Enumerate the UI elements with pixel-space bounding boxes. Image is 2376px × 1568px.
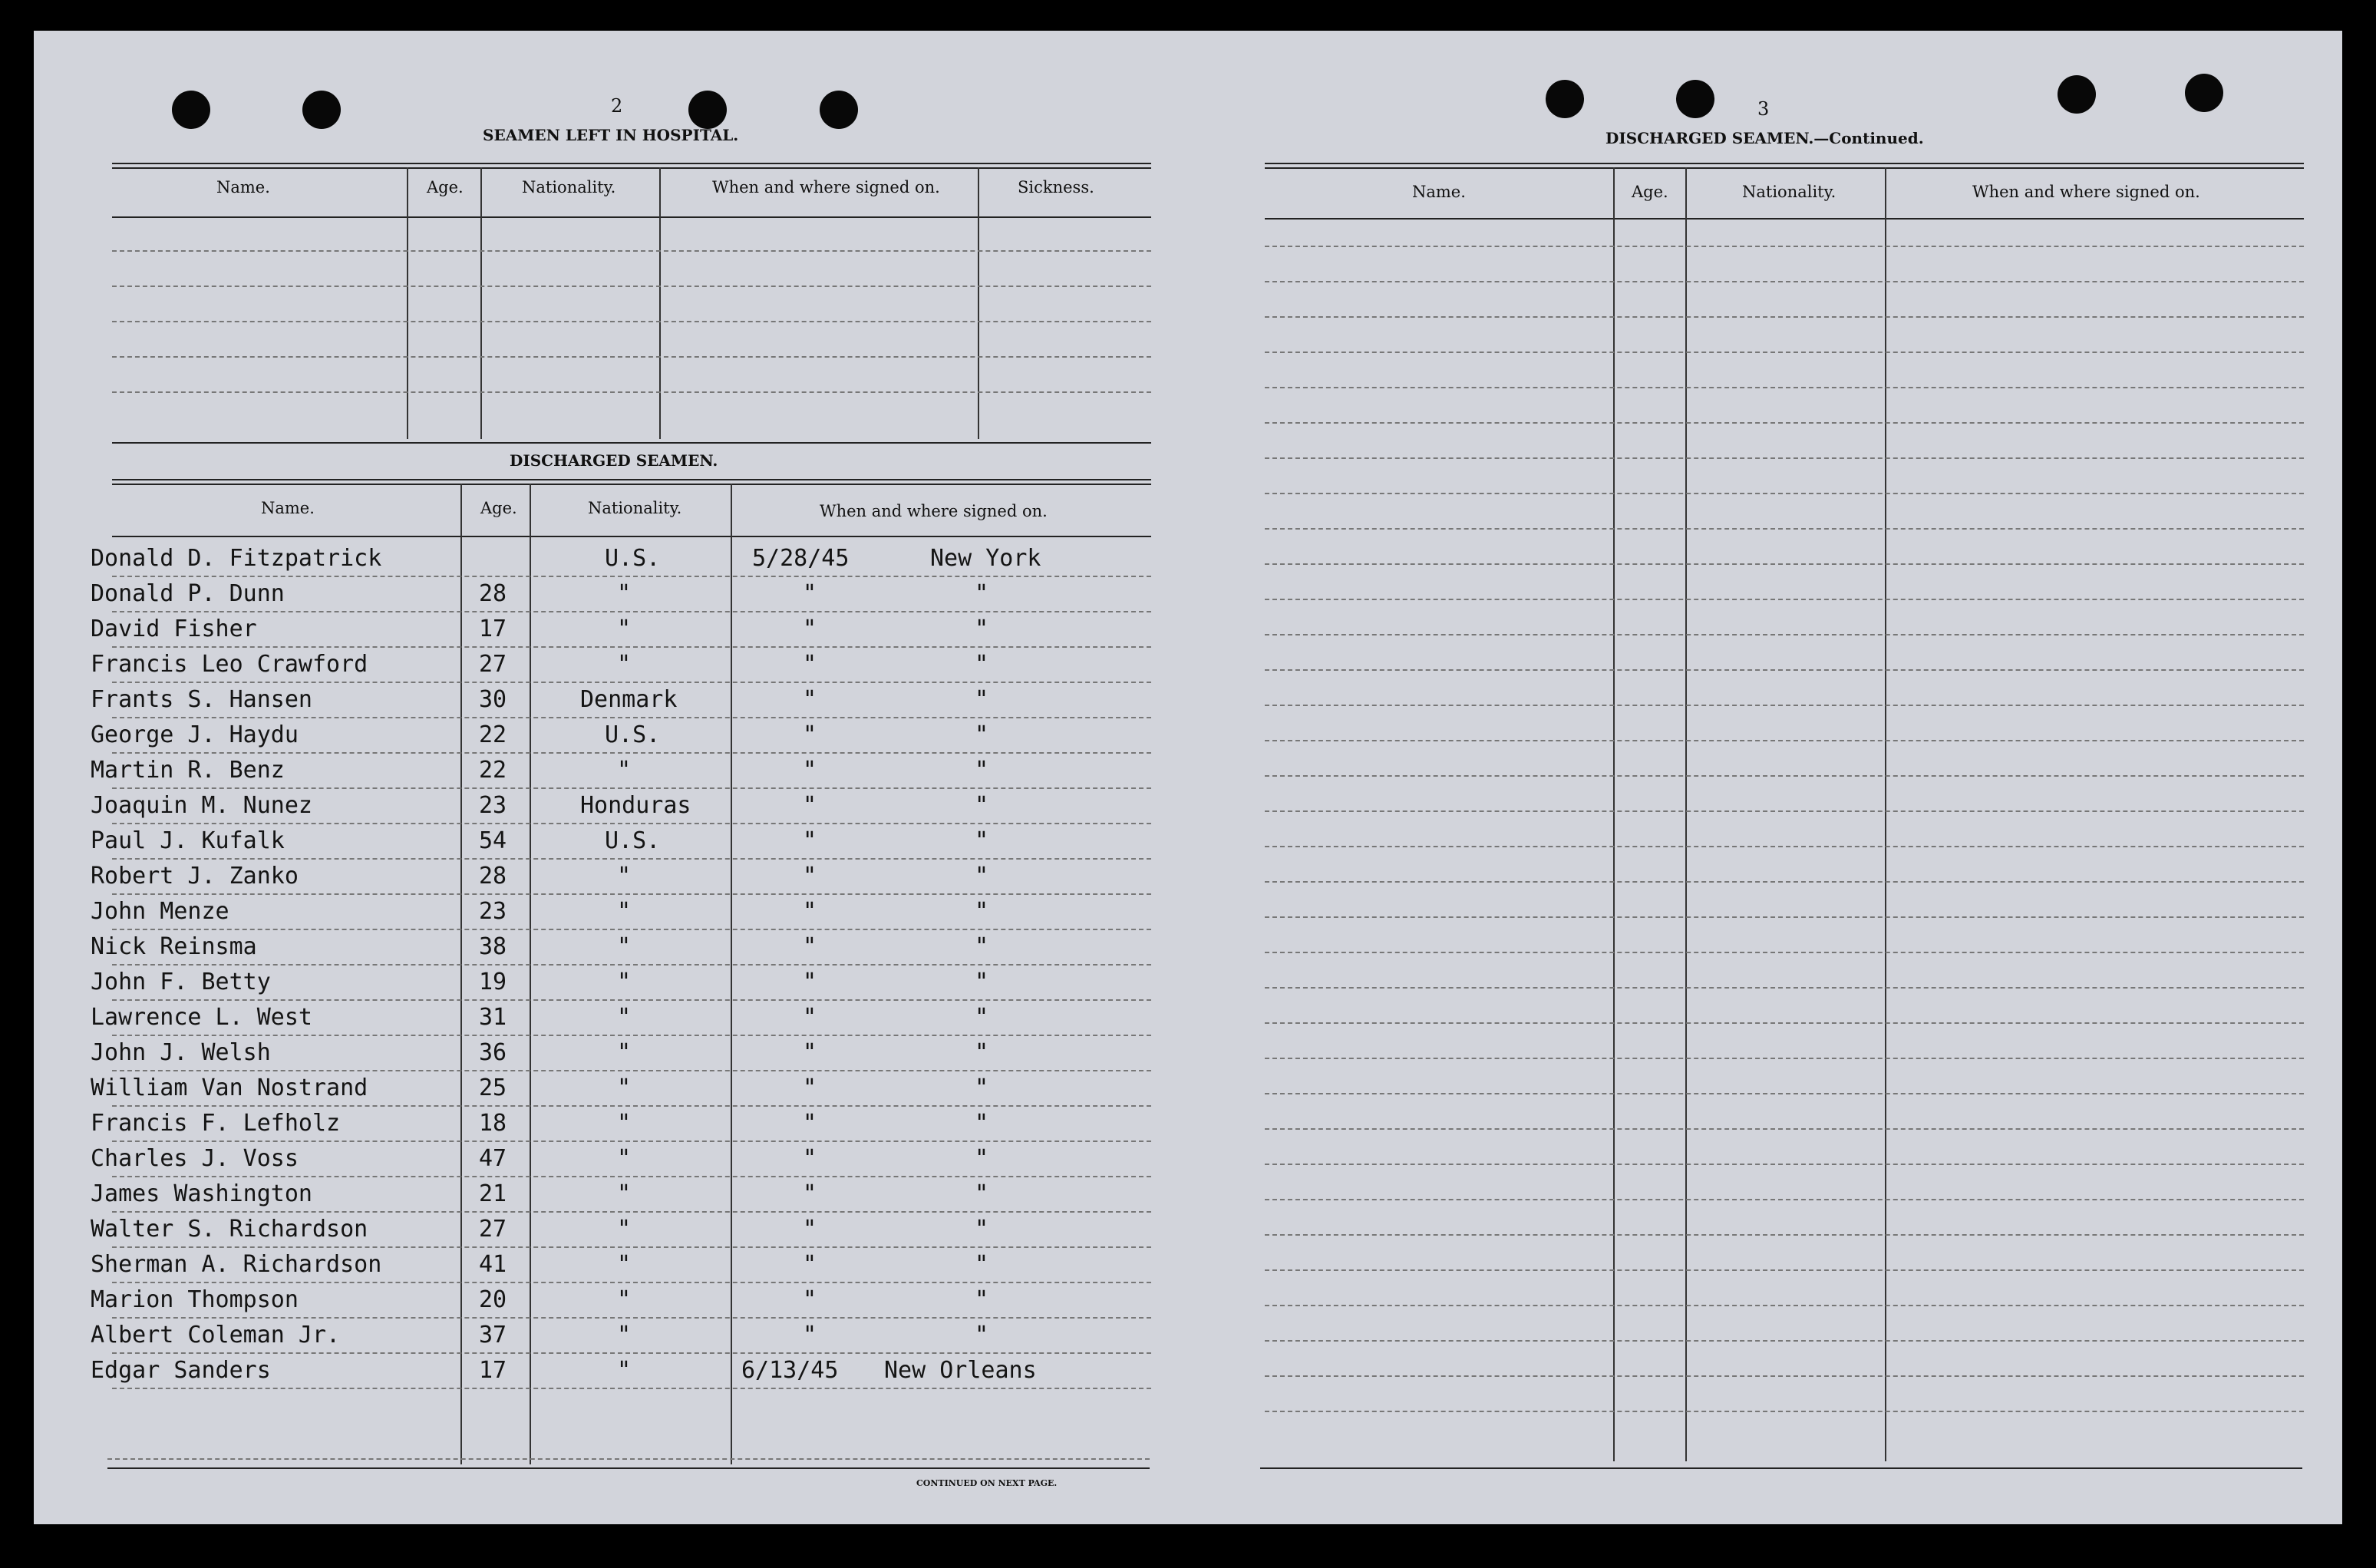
ruled-line (1265, 457, 2304, 459)
ruled-line (1265, 599, 2304, 600)
row-rule (112, 823, 1151, 824)
row-name: Albert Coleman Jr. (91, 1322, 341, 1348)
row-name: John F. Betty (91, 969, 271, 995)
row-rule (112, 787, 1151, 789)
row-date: " (803, 1074, 817, 1101)
row-place: " (975, 1074, 989, 1101)
row-rule (112, 1070, 1151, 1071)
row-place: " (975, 721, 989, 748)
row-date: 5/28/45 (752, 545, 850, 572)
row-age: 17 (479, 1357, 507, 1384)
row-name: Frants S. Hansen (91, 686, 312, 713)
row-name: Charles J. Voss (91, 1145, 299, 1172)
row-place: " (975, 757, 989, 784)
row-rule (112, 717, 1151, 718)
right-page-number: 3 (1757, 98, 1770, 120)
left-page-number: 2 (611, 95, 623, 117)
row-age: 47 (479, 1145, 507, 1172)
row-rule (112, 1211, 1151, 1213)
row-name: Francis F. Lefholz (91, 1110, 341, 1137)
row-name: Martin R. Benz (91, 757, 285, 784)
row-rule (112, 646, 1151, 648)
ruled-line (1265, 705, 2304, 706)
row-place: " (975, 651, 989, 678)
hospital-section-title: SEAMEN LEFT IN HOSPITAL. (483, 126, 739, 144)
row-age: 23 (479, 792, 507, 819)
punch-hole (688, 91, 727, 129)
row-date: " (803, 1039, 817, 1066)
row-date: " (803, 1145, 817, 1172)
ruled-line (1265, 316, 2304, 318)
row-nationality: " (617, 1110, 632, 1137)
ruled-line (112, 321, 1151, 322)
row-age: 18 (479, 1110, 507, 1137)
right-col-nationality: Nationality. (1742, 183, 1836, 201)
ruled-line (1265, 1058, 2304, 1059)
row-date: " (803, 898, 817, 925)
ruled-line (1265, 810, 2304, 812)
row-place: " (975, 1180, 989, 1207)
right-col-name: Name. (1412, 183, 1466, 201)
row-age: 22 (479, 757, 507, 784)
row-place: New York (930, 545, 1041, 572)
row-place: " (975, 1004, 989, 1031)
row-age: 37 (479, 1322, 507, 1348)
row-nationality: " (617, 651, 632, 678)
row-age: 30 (479, 686, 507, 713)
row-date: " (803, 969, 817, 995)
row-place: " (975, 1286, 989, 1313)
row-place: " (975, 1145, 989, 1172)
row-nationality: U.S. (605, 827, 661, 854)
row-date: " (803, 616, 817, 642)
row-place: " (975, 616, 989, 642)
row-age: 21 (479, 1180, 507, 1207)
hospital-col-sickness: Sickness. (1018, 178, 1094, 196)
row-date: " (803, 1110, 817, 1137)
row-age: 25 (479, 1074, 507, 1101)
right-col-signed-on: When and where signed on. (1972, 183, 2200, 201)
ruled-line (1265, 1411, 2304, 1412)
row-date: " (803, 1216, 817, 1243)
row-age: 28 (479, 580, 507, 607)
discharged-col-signed-on: When and where signed on. (820, 502, 1048, 520)
ruled-line (1265, 1305, 2304, 1306)
ruled-line (1265, 493, 2304, 494)
row-rule (112, 999, 1151, 1001)
ruled-line (112, 356, 1151, 358)
row-date: " (803, 1322, 817, 1348)
row-nationality: " (617, 1286, 632, 1313)
row-place: " (975, 1322, 989, 1348)
row-date: " (803, 1251, 817, 1278)
row-age: 27 (479, 1216, 507, 1243)
row-date: " (803, 933, 817, 960)
row-place: " (975, 1110, 989, 1137)
row-name: George J. Haydu (91, 721, 299, 748)
row-date: " (803, 686, 817, 713)
row-age: 20 (479, 1286, 507, 1313)
row-nationality: " (617, 616, 632, 642)
row-place: " (975, 792, 989, 819)
row-nationality: " (617, 757, 632, 784)
punch-hole (2058, 75, 2096, 114)
right-col-age: Age. (1632, 183, 1668, 201)
row-name: Edgar Sanders (91, 1357, 271, 1384)
ruled-line (1265, 422, 2304, 424)
punch-hole (172, 91, 210, 129)
row-date: " (803, 863, 817, 890)
row-name: John Menze (91, 898, 229, 925)
row-nationality: " (617, 933, 632, 960)
row-rule (112, 1352, 1151, 1354)
row-age: 27 (479, 651, 507, 678)
row-age: 38 (479, 933, 507, 960)
row-nationality: " (617, 580, 632, 607)
row-place: " (975, 686, 989, 713)
row-name: Robert J. Zanko (91, 863, 299, 890)
row-name: Francis Leo Crawford (91, 651, 368, 678)
ruled-line (1265, 1093, 2304, 1094)
row-nationality: " (617, 898, 632, 925)
hospital-col-age: Age. (427, 178, 464, 196)
document-page (34, 31, 2342, 1524)
ruled-line (1265, 1128, 2304, 1130)
row-nationality: " (617, 1004, 632, 1031)
row-date: " (803, 827, 817, 854)
ruled-line (1265, 634, 2304, 635)
row-nationality: " (617, 969, 632, 995)
row-nationality: Denmark (580, 686, 678, 713)
row-place: " (975, 1216, 989, 1243)
row-name: Marion Thompson (91, 1286, 299, 1313)
row-name: Walter S. Richardson (91, 1216, 368, 1243)
row-nationality: Honduras (580, 792, 691, 819)
row-age: 36 (479, 1039, 507, 1066)
row-nationality: " (617, 863, 632, 890)
row-date: " (803, 580, 817, 607)
ruled-line (1265, 1269, 2304, 1271)
ruled-line (1265, 846, 2304, 847)
row-place: " (975, 580, 989, 607)
row-place: " (975, 933, 989, 960)
row-rule (112, 1141, 1151, 1142)
row-nationality: " (617, 1216, 632, 1243)
row-date: " (803, 757, 817, 784)
ruled-line (1265, 1375, 2304, 1377)
punch-hole (1546, 80, 1584, 118)
row-nationality: U.S. (605, 545, 661, 572)
ruled-line (1265, 387, 2304, 388)
ruled-line (1265, 1199, 2304, 1200)
row-date: " (803, 1180, 817, 1207)
row-rule (112, 1035, 1151, 1036)
row-date: " (803, 792, 817, 819)
row-rule (112, 1246, 1151, 1248)
ruled-line (1265, 987, 2304, 989)
row-rule (112, 1105, 1151, 1107)
ruled-line (1265, 1340, 2304, 1342)
punch-hole (302, 91, 341, 129)
punch-hole (2185, 74, 2223, 112)
row-age: 28 (479, 863, 507, 890)
ruled-line (1265, 528, 2304, 530)
row-age: 17 (479, 616, 507, 642)
ruled-line (1265, 1164, 2304, 1165)
punch-hole (1676, 80, 1714, 118)
row-place: " (975, 898, 989, 925)
row-name: Nick Reinsma (91, 933, 257, 960)
row-rule (112, 611, 1151, 612)
row-age: 31 (479, 1004, 507, 1031)
discharged-col-age: Age. (480, 499, 517, 517)
row-date: " (803, 1004, 817, 1031)
ruled-line (1265, 916, 2304, 918)
row-place: New Orleans (884, 1357, 1037, 1384)
row-rule (112, 964, 1151, 966)
row-name: William Van Nostrand (91, 1074, 368, 1101)
ruled-line (112, 286, 1151, 287)
ruled-line (1265, 775, 2304, 777)
row-place: " (975, 827, 989, 854)
ruled-line (1265, 740, 2304, 741)
discharged-col-nationality: Nationality. (588, 499, 682, 517)
row-age: 23 (479, 898, 507, 925)
row-age: 22 (479, 721, 507, 748)
ruled-line (1265, 669, 2304, 671)
row-rule (112, 682, 1151, 683)
row-place: " (975, 1039, 989, 1066)
row-rule (112, 1176, 1151, 1177)
row-rule (112, 1388, 1151, 1389)
row-date: 6/13/45 (741, 1357, 839, 1384)
row-nationality: " (617, 1039, 632, 1066)
row-age: 41 (479, 1251, 507, 1278)
row-date: " (803, 1286, 817, 1313)
row-nationality: U.S. (605, 721, 661, 748)
ruled-line (1265, 563, 2304, 565)
ruled-line (1265, 352, 2304, 353)
row-rule (112, 752, 1151, 754)
ruled-line (1265, 1022, 2304, 1024)
discharged-col-name: Name. (261, 499, 315, 517)
row-name: John J. Welsh (91, 1039, 271, 1066)
ruled-line (1265, 952, 2304, 953)
row-name: Joaquin M. Nunez (91, 792, 312, 819)
row-nationality: " (617, 1251, 632, 1278)
row-name: Lawrence L. West (91, 1004, 312, 1031)
continued-note: CONTINUED ON NEXT PAGE. (916, 1478, 1058, 1488)
hospital-col-name: Name. (216, 178, 270, 196)
ruled-line (1265, 1234, 2304, 1236)
row-date: " (803, 651, 817, 678)
row-name: Donald D. Fitzpatrick (91, 545, 382, 572)
row-nationality: " (617, 1322, 632, 1348)
row-rule (112, 858, 1151, 860)
hospital-col-signed-on: When and where signed on. (712, 178, 940, 196)
hospital-col-nationality: Nationality. (522, 178, 616, 196)
row-nationality: " (617, 1180, 632, 1207)
ruled-line (1265, 881, 2304, 883)
row-place: " (975, 863, 989, 890)
row-name: James Washington (91, 1180, 312, 1207)
row-nationality: " (617, 1145, 632, 1172)
row-rule (112, 893, 1151, 895)
row-place: " (975, 1251, 989, 1278)
ruled-line (112, 391, 1151, 393)
row-rule (112, 929, 1151, 930)
row-name: Paul J. Kufalk (91, 827, 285, 854)
row-place: " (975, 969, 989, 995)
row-rule (112, 1282, 1151, 1283)
row-age: 54 (479, 827, 507, 854)
ruled-line (1265, 246, 2304, 247)
discharged-section-title: DISCHARGED SEAMEN. (510, 451, 718, 470)
row-name: Sherman A. Richardson (91, 1251, 382, 1278)
punch-hole (820, 91, 858, 129)
row-nationality: " (617, 1357, 632, 1384)
row-name: Donald P. Dunn (91, 580, 285, 607)
row-age: 19 (479, 969, 507, 995)
row-nationality: " (617, 1074, 632, 1101)
right-section-title: DISCHARGED SEAMEN.—Continued. (1605, 129, 1924, 147)
row-rule (112, 1317, 1151, 1319)
ruled-line (1265, 281, 2304, 282)
row-date: " (803, 721, 817, 748)
row-name: David Fisher (91, 616, 257, 642)
row-rule (112, 576, 1151, 577)
ruled-line (112, 250, 1151, 252)
